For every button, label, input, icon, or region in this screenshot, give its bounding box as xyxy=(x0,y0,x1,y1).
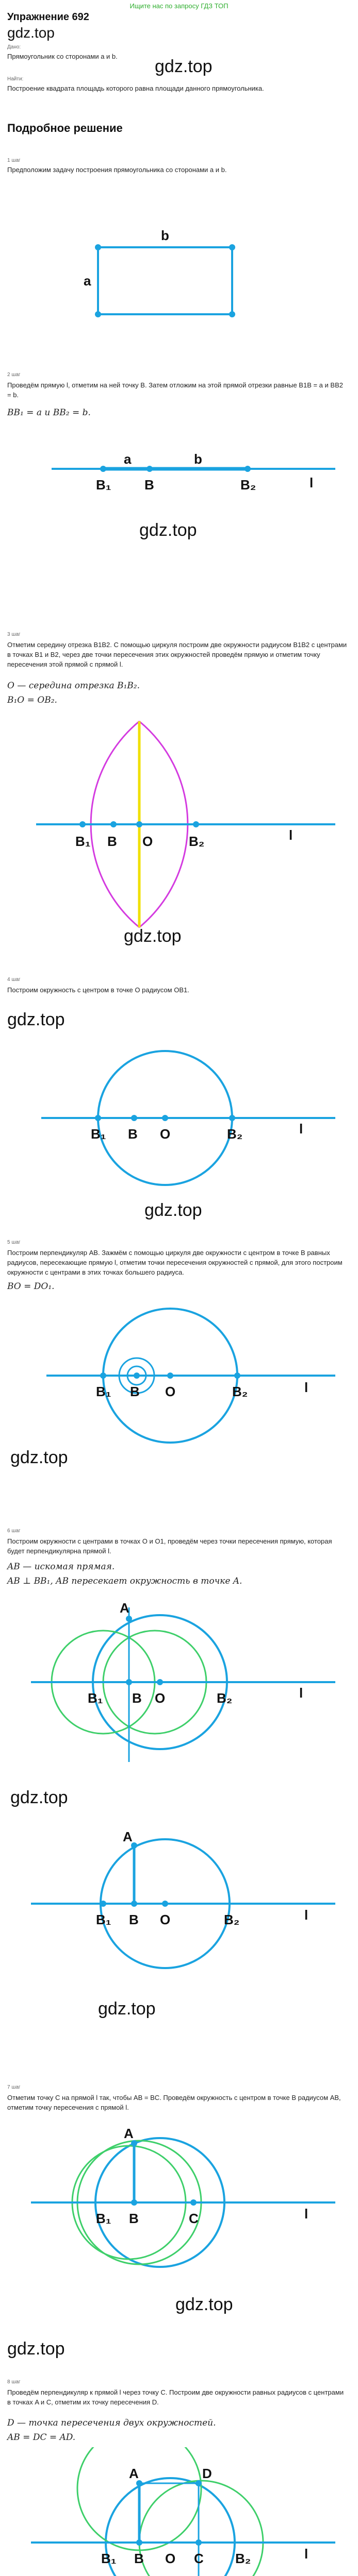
formula: AB = DC = AD. xyxy=(7,2432,76,2443)
step-text: Построим окружность с центром в точке O радиусом OB1. xyxy=(7,986,189,994)
figure-small-circles xyxy=(0,1298,358,1453)
step-text: Отметим середину отрезка B1B2. С помощью циркуля построим две окружности радиусом B1B2 с центрами в точках B1 и B2, через две точки пересечения этих окружностей проведём прямую и отметим точку пересечения этой прямой с прямой l. xyxy=(7,641,347,668)
watermark: gdz.top xyxy=(10,1788,68,1807)
step-text: Построим окружности с центрами в точках O и O1, проведём через точки пересечения прямую, которая будет перпендикулярна прямой l. xyxy=(7,1537,332,1555)
label-b: B xyxy=(128,1126,138,1142)
label-o: O xyxy=(142,834,153,849)
watermark: gdz.top xyxy=(7,2339,65,2359)
label-b: B xyxy=(132,1690,142,1706)
watermark: gdz.top xyxy=(98,1999,156,2019)
find-text: Построение квадрата площадь которого равна площади данного прямоугольника. xyxy=(7,84,264,92)
step-text: Построим перпендикуляр AB. Зажмём с помощью циркуля две окружности с центром в точке B равных радиусов, пересекающие прямую l, отметим точки пересечения окружностей с прямой, для этого построим окружности с центрами в этих точках большего радиуса. xyxy=(7,1249,343,1276)
label-a: A xyxy=(124,2126,134,2141)
label-b1: B₁ xyxy=(88,1690,103,1706)
label-b1: B₁ xyxy=(96,1912,111,1927)
label-d: D xyxy=(202,2466,212,2481)
step-text: Проведём перпендикуляр к прямой l через точку C. Построим две окружности равных радиусов с центрами в точках A и C, отметим их точку пересечения D. xyxy=(7,2388,344,2406)
label-l: l xyxy=(304,1907,308,1923)
search-hint-link[interactable]: Ищите нас по запросу ГДЗ ТОП xyxy=(129,2,229,10)
watermark: gdz.top xyxy=(7,1010,65,1029)
label-l: l xyxy=(310,475,314,490)
formula: AB — искомая прямая. xyxy=(7,1562,115,1572)
label-l: l xyxy=(304,1380,308,1395)
step-text: Предположим задачу построения прямоугольника со сторонами a и b. xyxy=(7,166,227,174)
label-b: B xyxy=(130,1384,140,1399)
step-tag: 7 шаг xyxy=(7,2084,21,2090)
watermark: gdz.top xyxy=(144,1200,202,1220)
watermark: gdz.top xyxy=(10,1448,68,1467)
label-b2: B₂ xyxy=(235,2551,251,2566)
watermark: gdz.top xyxy=(139,520,197,540)
label-a: A xyxy=(120,1600,129,1616)
label-b1: B₁ xyxy=(96,1384,111,1399)
watermark: gdz.top xyxy=(155,57,213,76)
figure-circle-o xyxy=(0,1036,358,1200)
step-text: Отметим точку C на прямой l так, чтобы AB = BC. Проведём окружность с центром в точке B радиусом AB, отметим точку пересечения с прямой l. xyxy=(7,2094,341,2111)
label-l: l xyxy=(299,1121,303,1137)
label-o: O xyxy=(165,1384,176,1399)
label-b2: B₂ xyxy=(224,1912,240,1927)
formula: O — середина отрезка B₁B₂. xyxy=(7,681,140,691)
figure-rectangle xyxy=(0,191,358,340)
figure-perpendicular xyxy=(0,1592,358,1762)
step-tag: 6 шаг xyxy=(7,1528,21,1534)
figure-point-c xyxy=(0,2117,358,2287)
label-l: l xyxy=(304,2206,308,2222)
label-l: l xyxy=(304,2546,308,2562)
label-b: B xyxy=(134,2551,144,2566)
given-text: Прямоугольник со сторонами a и b. xyxy=(7,53,118,60)
given-tag: Дано: xyxy=(7,44,21,50)
label-b: B xyxy=(129,2211,139,2226)
formula: B₁O = OB₂. xyxy=(7,695,57,705)
formula: BO = DO₁. xyxy=(7,1281,55,1292)
label-a: a xyxy=(124,451,132,467)
label-b1: B₁ xyxy=(96,2211,111,2226)
step-tag: 8 шаг xyxy=(7,2379,21,2385)
label-b: B xyxy=(129,1912,139,1927)
label-b2: B₂ xyxy=(217,1690,233,1706)
label-o: O xyxy=(165,2551,176,2566)
step-tag: 4 шаг xyxy=(7,977,21,982)
formula: D — точка пересечения двух окружностей. xyxy=(7,2418,216,2428)
formula: BB₁ = a и BB₂ = b. xyxy=(7,408,91,418)
figure-point-d xyxy=(0,2447,358,2576)
label-b1: B₁ xyxy=(96,477,111,493)
label-o: O xyxy=(155,1690,166,1706)
label-b1: B₁ xyxy=(91,1126,106,1142)
watermark: gdz.top xyxy=(124,926,182,946)
label-c: C xyxy=(189,2211,199,2226)
label-c: C xyxy=(194,2551,204,2566)
watermark: gdz.top xyxy=(7,25,55,41)
label-l: l xyxy=(299,1685,303,1701)
label-b: b xyxy=(161,228,169,243)
find-tag: Найти: xyxy=(7,76,24,82)
label-b: b xyxy=(194,451,202,467)
label-b2: B₂ xyxy=(227,1126,243,1142)
step-tag: 1 шаг xyxy=(7,158,21,163)
label-l: l xyxy=(289,827,293,843)
label-a: A xyxy=(129,2466,139,2481)
label-b: B xyxy=(144,477,154,493)
label-b: B xyxy=(107,834,117,849)
label-a: A xyxy=(123,1829,133,1844)
label-b2: B₂ xyxy=(240,477,256,493)
step-tag: 3 шаг xyxy=(7,632,21,637)
label-b1: B₁ xyxy=(75,834,91,849)
label-b2: B₂ xyxy=(232,1384,248,1399)
step-text: Проведём прямую l, отметим на ней точку B. Затем отложим на этой прямой отрезки равные B1B = a и BB2 = b. xyxy=(7,381,343,399)
figure-ab-segment xyxy=(0,1819,358,1973)
label-o: O xyxy=(160,1126,171,1142)
solution-heading: Подробное решение xyxy=(7,122,123,134)
label-o: O xyxy=(160,1912,171,1927)
step-tag: 2 шаг xyxy=(7,372,21,378)
label-b1: B₁ xyxy=(101,2551,117,2566)
formula: AB ⊥ BB₁, AB пересекает окружность в точке A. xyxy=(7,1576,242,1586)
label-b2: B₂ xyxy=(189,834,205,849)
label-a: a xyxy=(84,273,91,289)
exercise-title: Упражнение 692 xyxy=(7,11,89,23)
figure-midpoint xyxy=(0,711,358,943)
step-tag: 5 шаг xyxy=(7,1240,21,1245)
watermark: gdz.top xyxy=(175,2295,233,2314)
